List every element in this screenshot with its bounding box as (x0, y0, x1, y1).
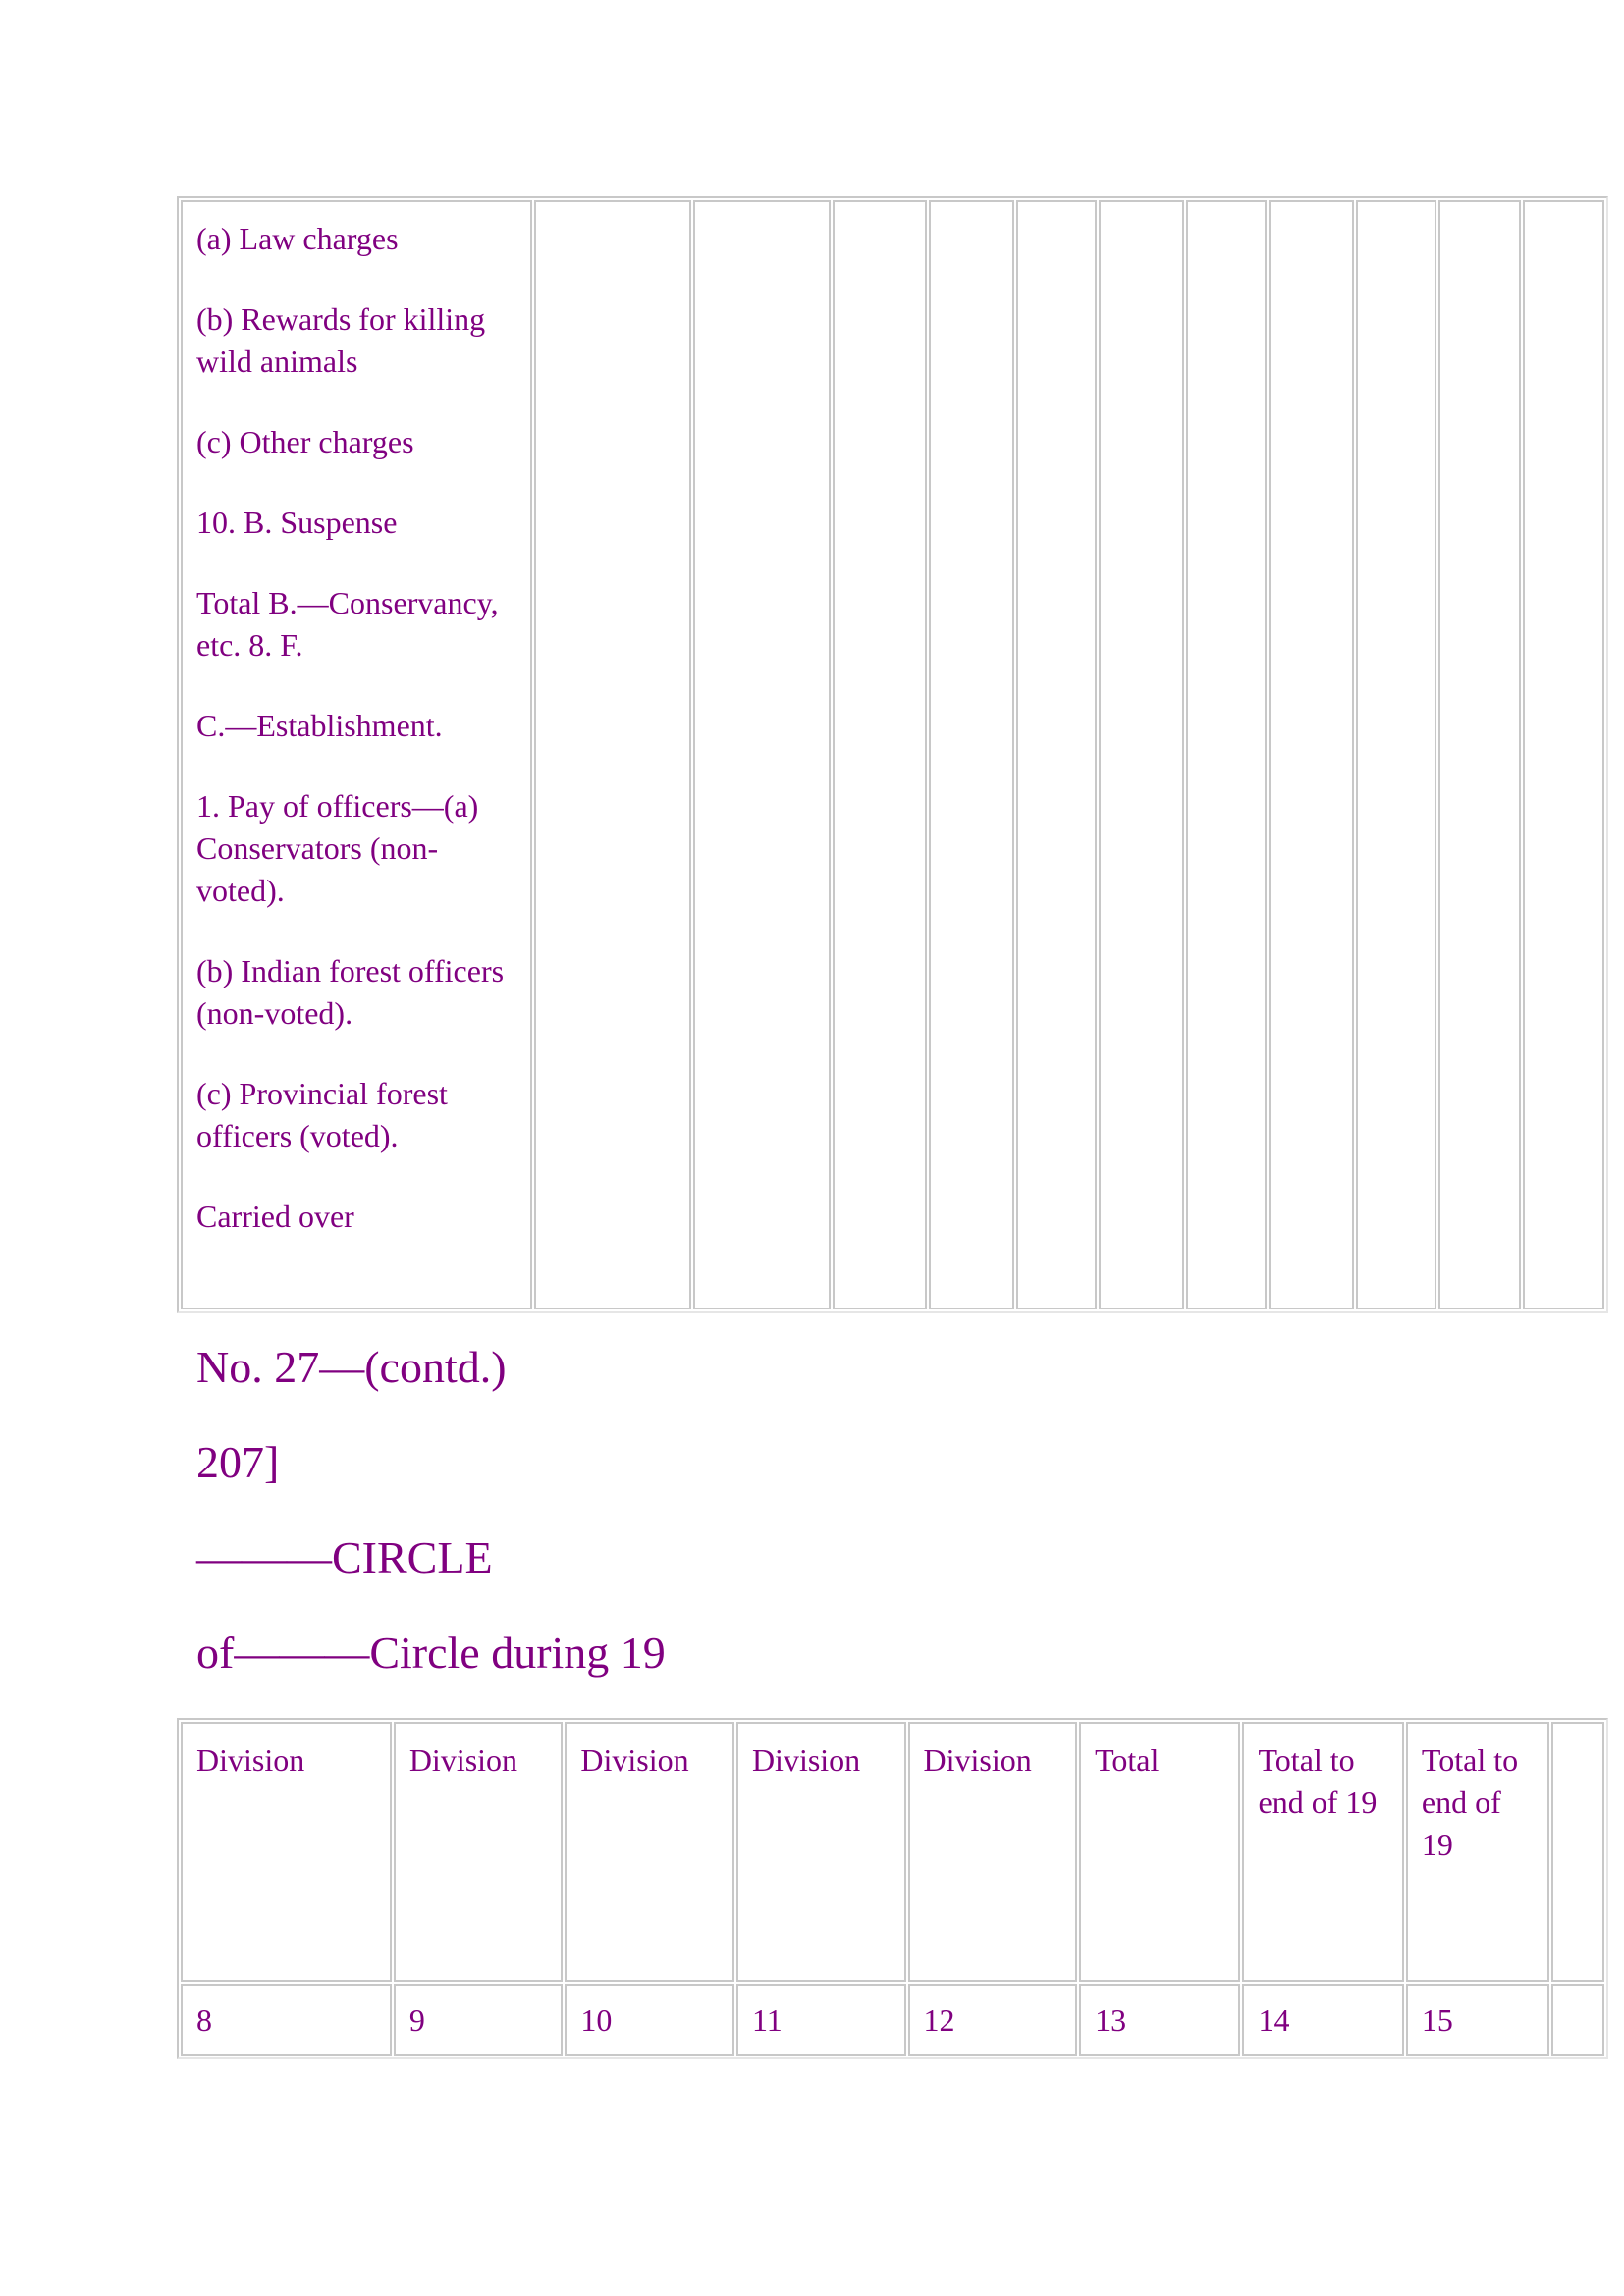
empty-cell (1186, 200, 1267, 1309)
empty-cell (1016, 200, 1097, 1309)
column-number: 15 (1406, 1984, 1549, 2056)
column-number: 10 (565, 1984, 734, 2056)
column-number-row (181, 1984, 1604, 2056)
column-header: Division (394, 1722, 564, 1982)
stub-line-rewards: (b) Rewards for killing wild animals (196, 301, 486, 379)
stub-line-pay-of-officers: 1. Pay of officers—(a) Conservators (non-voted). (196, 788, 479, 908)
empty-cell (929, 200, 1013, 1309)
stub-column-cell (181, 200, 532, 1309)
column-header: Division (908, 1722, 1078, 1982)
empty-cell (833, 200, 928, 1309)
column-header: Division (181, 1722, 392, 1982)
empty-cell (1269, 200, 1353, 1309)
column-number: 8 (181, 1984, 392, 2056)
stub-line-carried-over: Carried over (196, 1199, 354, 1234)
empty-cell (534, 200, 691, 1309)
stub-line-indian-forest-officers: (b) Indian forest officers (non-voted). (196, 953, 505, 1031)
page-reference: 207] (196, 1437, 280, 1487)
empty-cell (1523, 200, 1604, 1309)
table-row (181, 200, 1604, 1309)
column-header: Total (1079, 1722, 1240, 1982)
stub-line-suspense: 10. B. Suspense (196, 505, 398, 540)
column-header: Division (736, 1722, 906, 1982)
continued-heading: No. 27—(contd.) (196, 1342, 507, 1392)
stub-line-provincial-forest-officers: (c) Provincial forest officers (voted). (196, 1076, 448, 1153)
stub-line-total-b: Total B.—Conservancy, etc. 8. F. (196, 585, 499, 663)
empty-cell (693, 200, 831, 1309)
division-totals-table (177, 1718, 1608, 2059)
empty-cell (1356, 200, 1436, 1309)
circle-during-heading: of———Circle during 19 (196, 1628, 666, 1678)
circle-heading: ———CIRCLE (196, 1532, 493, 1582)
column-header (1551, 1722, 1604, 1982)
empty-cell (1438, 200, 1521, 1309)
header-row (181, 1722, 1604, 1982)
column-header: Total to end of 19 (1242, 1722, 1403, 1982)
upper-statement-table (177, 196, 1608, 1313)
empty-cell (1099, 200, 1183, 1309)
column-number: 11 (736, 1984, 906, 2056)
column-number: 12 (908, 1984, 1078, 2056)
column-number: 14 (1242, 1984, 1403, 2056)
column-header: Division (565, 1722, 734, 1982)
stub-line-other-charges: (c) Other charges (196, 424, 414, 459)
column-number: 9 (394, 1984, 564, 2056)
column-number (1551, 1984, 1604, 2056)
stub-line-establishment: C.—Establishment. (196, 708, 443, 743)
stub-line-law-charges: (a) Law charges (196, 221, 399, 256)
column-number: 13 (1079, 1984, 1240, 2056)
column-header: Total to end of 19 (1406, 1722, 1549, 1982)
